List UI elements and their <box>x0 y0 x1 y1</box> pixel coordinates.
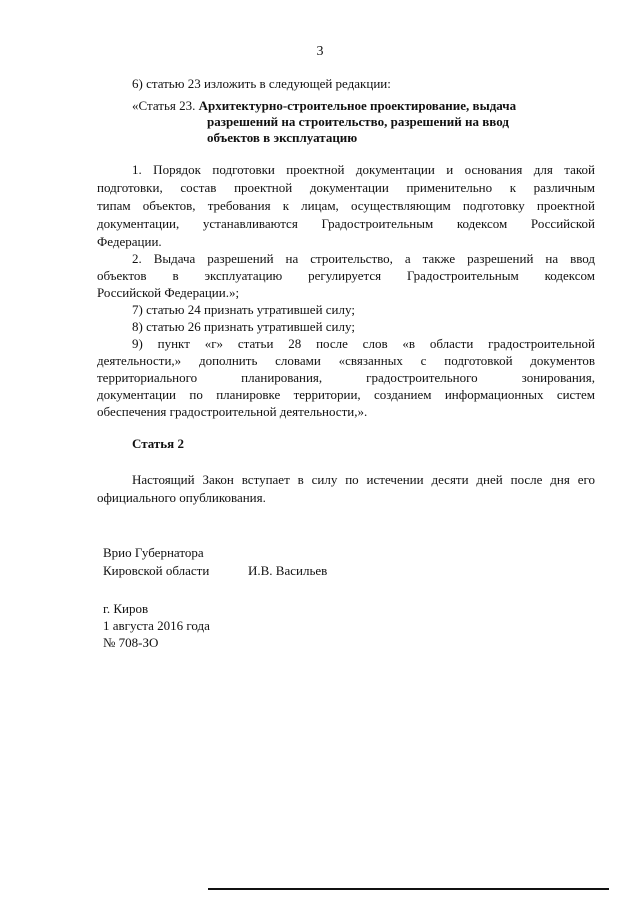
body-line: документации по планировке территории, созданием информационных систем <box>97 387 595 402</box>
body-line: 2. Выдача разрешений на строительство, а также разрешений на ввод <box>132 251 595 266</box>
heading-title-line-2: разрешений на строительство, разрешений на ввод <box>207 114 509 129</box>
bottom-rule <box>208 888 609 890</box>
article-2-text: официального опубликования. <box>97 490 266 505</box>
heading-prefix: «Статья 23. <box>132 98 196 113</box>
body-line: территориального планирования, градостроительного зонирования, <box>97 370 595 385</box>
body-line: документации, устанавливаются Градостроительным кодексом Российской <box>97 216 595 231</box>
page-number: 3 <box>316 44 324 59</box>
body-line: объектов в эксплуатацию регулируется Градостроительным кодексом <box>97 268 595 283</box>
body-line: 1. Порядок подготовки проектной документации и основания для такой <box>132 162 595 177</box>
amendment-intro: 6) статью 23 изложить в следующей редакции: <box>132 76 391 91</box>
article-2-title: Статья 2 <box>132 436 184 451</box>
body-line: 8) статью 26 признать утратившей силу; <box>132 319 355 334</box>
body-line: 9) пункт «г» статьи 28 после слов «в области градостроительной <box>132 336 595 351</box>
body-line: 7) статью 24 признать утратившей силу; <box>132 302 355 317</box>
signer-name: И.В. Васильев <box>248 563 328 578</box>
law-number: № 708-ЗО <box>103 635 159 650</box>
heading-title-line-1: Архитектурно-строительное проектирование, выдача <box>198 98 517 113</box>
signer-region: Кировской области <box>103 563 210 578</box>
body-line: Российской Федерации.»; <box>97 285 240 300</box>
city: г. Киров <box>103 601 149 616</box>
body-line: Федерации. <box>97 234 162 249</box>
body-line: обеспечения градостроительной деятельности,». <box>97 404 368 419</box>
heading-title-line-3: объектов в эксплуатацию <box>207 130 358 145</box>
signer-position: Врио Губернатора <box>103 545 204 560</box>
article-2-text: Настоящий Закон вступает в силу по истечении десяти дней после дня его <box>132 472 595 487</box>
body-line: типам объектов, требования к лицам, осуществляющим подготовку проектной <box>97 198 595 213</box>
law-date: 1 августа 2016 года <box>103 618 210 633</box>
body-line: деятельности,» дополнить словами «связанных с подготовкой документов <box>97 353 595 368</box>
article-23-heading <box>132 98 592 146</box>
body-line: подготовки, состав проектной документации применительно к различным <box>97 180 595 195</box>
